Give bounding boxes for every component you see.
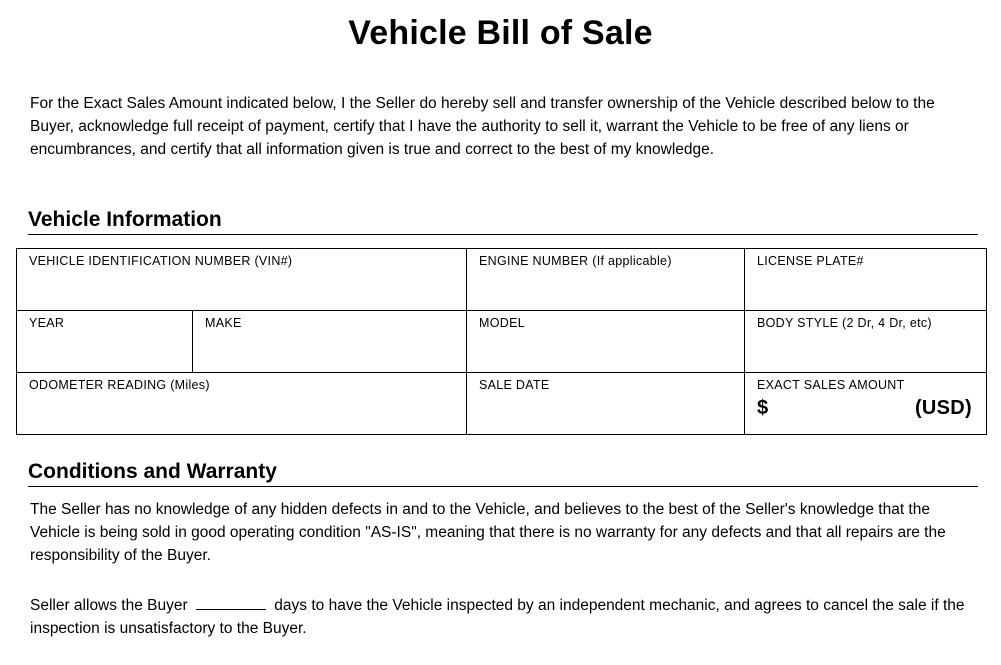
license-plate-label: LICENSE PLATE# [757,254,864,268]
table-row [17,311,987,373]
year-field[interactable] [17,311,193,373]
vin-label: VEHICLE IDENTIFICATION NUMBER (VIN#) [29,254,293,268]
conditions-heading: Conditions and Warranty [28,460,978,487]
model-label: MODEL [479,316,525,330]
inspection-text-end: days to have the Vehicle inspected by an independent mechanic, and agrees to cancel the sale if the inspection is unsatisfactory to the Buyer. [30,597,965,637]
engine-number-label: ENGINE NUMBER (If applicable) [479,254,672,268]
inspection-text-start: Seller allows the Buyer [30,597,188,614]
intro-paragraph: For the Exact Sales Amount indicated below, I the Seller do hereby sell and transfer ownership of the Vehicle described below to the Buyer, acknowledge full receipt of payment, certify that I have the authority to sell it, warrant the Vehicle to be free of any liens or encumbrances, and certify that all information given is true and correct to the best of my knowledge. [30,95,935,158]
vehicle-info-heading: Vehicle Information [28,208,978,235]
odometer-field[interactable] [17,373,467,435]
currency-label: (USD) [914,397,972,419]
amount-row [757,397,976,420]
conditions-paragraph: The Seller has no knowledge of any hidden defects in and to the Vehicle, and believes to the best of the Seller's knowledge that the Vehicle is being sold in good operating condition "AS-IS", meaning that there is no warranty for any defects and that all repairs are the responsibility of the Buyer. [30,501,946,564]
sales-amount-label: EXACT SALES AMOUNT [757,378,905,392]
body-style-label: BODY STYLE (2 Dr, 4 Dr, etc) [757,316,932,330]
body-style-field[interactable] [745,311,987,373]
year-label: YEAR [29,316,65,330]
table-row [17,373,987,435]
license-plate-field[interactable] [745,249,987,311]
sale-date-label: SALE DATE [479,378,550,392]
dollar-sign: $ [757,397,769,419]
vin-field[interactable] [17,249,467,311]
table-row [17,249,987,311]
make-label: MAKE [205,316,242,330]
odometer-label: ODOMETER READING (Miles) [29,378,210,392]
vehicle-info-table [16,248,987,435]
engine-number-field[interactable] [467,249,745,311]
sale-date-field[interactable] [467,373,745,435]
inspection-paragraph [30,594,975,640]
model-field[interactable] [467,311,745,373]
document-title: Vehicle Bill of Sale [348,14,653,52]
sales-amount-field[interactable] [745,373,987,435]
inspection-days-blank[interactable] [196,595,266,610]
make-field[interactable] [193,311,467,373]
